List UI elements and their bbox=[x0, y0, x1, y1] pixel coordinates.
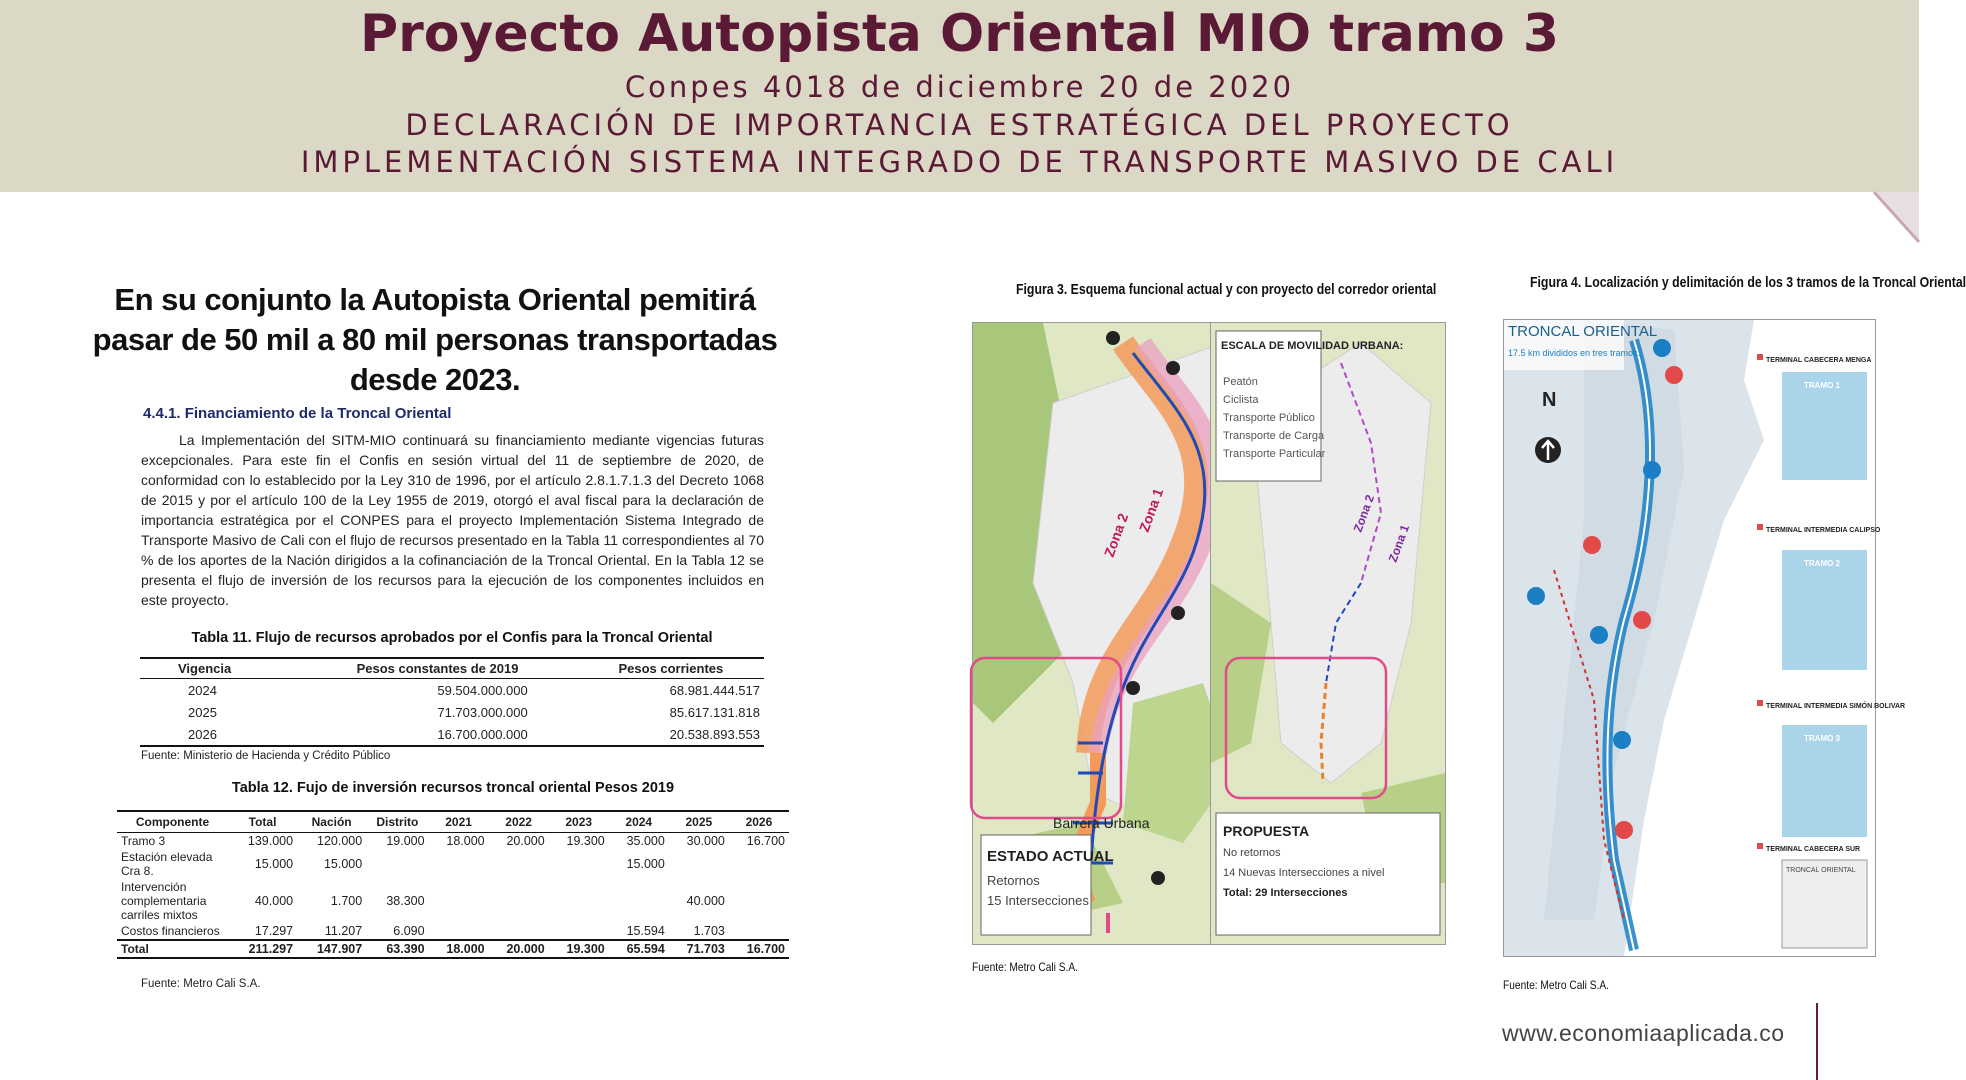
table-row bbox=[140, 723, 764, 746]
table-cell: Estación elevada Cra 8. bbox=[121, 850, 213, 878]
table-cell: 2024 bbox=[188, 682, 217, 698]
terminal-label: TERMINAL CABECERA SUR bbox=[1766, 846, 1861, 853]
table-cell bbox=[429, 923, 489, 940]
table-cell: 2026 bbox=[140, 723, 297, 746]
table11-header: Vigencia bbox=[140, 658, 297, 679]
left-zone2-label: Zona 2 bbox=[1100, 511, 1132, 560]
road-label: Barrera Urbana bbox=[1053, 815, 1150, 831]
figure4-map bbox=[1503, 319, 1906, 957]
table-cell bbox=[729, 879, 789, 923]
table-cell: 1.703 bbox=[693, 924, 725, 938]
map-subtitle: 17.5 km divididos en tres tramos. bbox=[1508, 348, 1641, 358]
right-legend-line: No retornos bbox=[1223, 847, 1281, 859]
table-row bbox=[140, 701, 764, 723]
table-cell bbox=[669, 849, 729, 879]
table-cell: 211.297 bbox=[228, 940, 297, 958]
figure4-caption: Figura 4. Localización y delimitación de los 3 tramos de la Troncal Oriental bbox=[1530, 274, 1966, 291]
map-title: TRONCAL ORIENTAL bbox=[1508, 323, 1658, 340]
table-cell: Total bbox=[117, 940, 228, 958]
figure3-caption: Figura 3. Esquema funcional actual y con proyecto del corredor oriental bbox=[1016, 281, 1437, 298]
table11-source: Fuente: Ministerio de Hacienda y Crédito Público bbox=[141, 750, 391, 762]
table-cell bbox=[429, 879, 489, 923]
table12-caption: Tabla 12. Fujo de inversión recursos troncal oriental Pesos 2019 bbox=[231, 780, 675, 796]
right-legend-line: 14 Nuevas Intersecciones a nivel bbox=[1223, 867, 1385, 879]
table12-header: Componente bbox=[117, 811, 228, 833]
table-cell: 63.390 bbox=[366, 940, 428, 958]
table12-header: Distrito bbox=[366, 811, 428, 833]
tramo-label: TRAMO 3 bbox=[1804, 734, 1840, 743]
table-cell: 11.207 bbox=[324, 924, 363, 938]
table11-header: Pesos corrientes bbox=[578, 658, 764, 679]
table12-header: 2024 bbox=[609, 811, 669, 833]
table-cell: 1.700 bbox=[330, 894, 363, 908]
table-row bbox=[117, 849, 789, 879]
table-cell: 85.617.131.818 bbox=[669, 704, 760, 720]
table-cell: 139.000 bbox=[247, 834, 294, 848]
scale-item: Transporte Público bbox=[1223, 412, 1315, 424]
scale-item: Peatón bbox=[1223, 376, 1258, 388]
financing-paragraph bbox=[141, 430, 764, 610]
table11-caption: Tabla 11. Flujo de recursos aprobados por el Confis para la Troncal Oriental bbox=[191, 630, 713, 646]
right-legend-title: PROPUESTA bbox=[1223, 823, 1310, 839]
table-cell: 16.700 bbox=[729, 940, 789, 958]
table-cell: 71.703 bbox=[669, 940, 729, 958]
table12-source: Fuente: Metro Cali S.A. bbox=[141, 978, 261, 990]
subtitle-implementacion: IMPLEMENTACIÓN SISTEMA INTEGRADO DE TRANSPORTE MASIVO DE CALI bbox=[300, 145, 1619, 179]
figure4-map-graphic bbox=[1504, 320, 1906, 956]
table12-header: 2025 bbox=[669, 811, 729, 833]
table-cell: 16.700.000.000 bbox=[297, 723, 577, 746]
scale-title: ESCALA DE MOVILIDAD URBANA: bbox=[1221, 340, 1404, 352]
table-cell bbox=[366, 849, 428, 879]
table-row bbox=[117, 879, 789, 923]
table12-header: Nación bbox=[297, 811, 366, 833]
scale-item: Transporte Particular bbox=[1223, 448, 1326, 460]
table-cell: Costos financieros bbox=[121, 924, 220, 938]
table-cell: 40.000 bbox=[686, 894, 725, 908]
north-label: N bbox=[1542, 389, 1557, 411]
terminal-label: TERMINAL CABECERA MENGA bbox=[1766, 357, 1872, 364]
table-cell: 15.594 bbox=[626, 924, 665, 938]
table-cell: 19.300 bbox=[549, 940, 609, 958]
table-cell: 2025 bbox=[188, 704, 217, 720]
scale-item: Ciclista bbox=[1223, 394, 1259, 406]
table-cell: 120.000 bbox=[317, 834, 363, 848]
table-row bbox=[117, 923, 789, 940]
figure3-right-map-graphic bbox=[1211, 323, 1445, 944]
paragraph-text: La Implementación del SITM-MIO continuará su financiamiento mediante vigencias futuras excepcionales. Para este fin el Confis en sesión virtual del 11 de septiembre de 2020, de conformidad con lo establecido por la Ley 310 de 1996, por el artículo 2.8.1.7.1.3 del Decreto 1068 de 2015 y por el artículo 100 de la Ley 1955 de 2019, otorgó el aval fiscal para la declaración de importancia estratégica por el CONPES para el proyecto Implementación Sistema Integrado de Transporte Masivo de Cali con el flujo de recursos presentado en la Tabla 11 correspondientes al 70 % de los aportes de la Nación dirigidos a la cofinanciación de la Troncal Oriental. En la Tabla 12 se presenta el flujo de inversión de los recursos para la ejecución de los componentes incluidos en este proyecto. bbox=[141, 432, 764, 608]
table-cell: 38.300 bbox=[386, 894, 425, 908]
left-zone1-label: Zona 1 bbox=[1135, 486, 1167, 535]
table-cell bbox=[729, 849, 789, 879]
table-cell: 30.000 bbox=[686, 834, 725, 848]
table-cell: 20.000 bbox=[506, 834, 545, 848]
right-legend-line: Total: 29 Intersecciones bbox=[1223, 887, 1348, 899]
figure3-map-right bbox=[1210, 322, 1446, 945]
table-cell bbox=[609, 879, 669, 923]
table-cell: 59.504.000.000 bbox=[437, 682, 528, 698]
table-cell: 15.000 bbox=[323, 857, 363, 871]
table-row bbox=[140, 679, 764, 702]
table-cell: 18.000 bbox=[429, 940, 489, 958]
table-cell bbox=[489, 923, 549, 940]
table12-header: 2021 bbox=[429, 811, 489, 833]
table12-header: 2022 bbox=[489, 811, 549, 833]
table-cell bbox=[429, 849, 489, 879]
table-cell bbox=[729, 923, 789, 940]
left-legend-line: 15 Intersecciones bbox=[987, 893, 1089, 908]
section-heading: 4.4.1. Financiamiento de la Troncal Oriental bbox=[143, 405, 452, 422]
table-cell: Tramo 3 bbox=[121, 834, 166, 848]
tramo2-box bbox=[1782, 550, 1867, 670]
table11 bbox=[140, 657, 764, 747]
table-cell bbox=[549, 879, 609, 923]
corner-decoration bbox=[1874, 192, 1919, 242]
table-cell: 15.000 bbox=[626, 857, 665, 871]
table-cell: 71.703.000.000 bbox=[437, 704, 528, 720]
tramo-label: TRAMO 1 bbox=[1804, 381, 1840, 390]
table-cell: 40.000 bbox=[254, 894, 294, 908]
map-legend-title: TRONCAL ORIENTAL bbox=[1786, 867, 1856, 874]
table12-header: 2023 bbox=[549, 811, 609, 833]
table-cell: 19.000 bbox=[386, 834, 425, 848]
table-cell: 68.981.444.517 bbox=[669, 682, 760, 698]
table-cell: 17.297 bbox=[254, 924, 294, 938]
table-cell bbox=[549, 849, 609, 879]
table-cell: 20.000 bbox=[489, 940, 549, 958]
table-cell: Intervención complementaria carriles mixtos bbox=[121, 880, 207, 922]
page-title: Proyecto Autopista Oriental MIO tramo 3 bbox=[359, 4, 1560, 64]
right-zone1-label: Zona 1 bbox=[1385, 522, 1413, 565]
table12 bbox=[117, 810, 789, 959]
table-cell: 65.594 bbox=[609, 940, 669, 958]
table-cell bbox=[489, 849, 549, 879]
table12-header: 2026 bbox=[729, 811, 789, 833]
left-legend-title: ESTADO ACTUAL bbox=[987, 848, 1114, 865]
tramo-label: TRAMO 2 bbox=[1804, 559, 1840, 568]
right-zone2-label: Zona 2 bbox=[1350, 492, 1378, 535]
footer-divider bbox=[1816, 1003, 1818, 1080]
figure3-source: Fuente: Metro Cali S.A. bbox=[972, 960, 1079, 974]
table-cell: 147.907 bbox=[297, 940, 366, 958]
table11-header: Pesos constantes de 2019 bbox=[297, 658, 577, 679]
terminal-label: TERMINAL INTERMEDIA CALIPSO bbox=[1766, 527, 1881, 534]
table-cell: 15.000 bbox=[254, 857, 294, 871]
scale-item: Transporte de Carga bbox=[1223, 430, 1325, 442]
table-row bbox=[117, 833, 789, 850]
table-cell: 19.300 bbox=[566, 834, 605, 848]
table-cell: 35.000 bbox=[626, 834, 665, 848]
table12-header: Total bbox=[228, 811, 297, 833]
table-cell bbox=[489, 879, 549, 923]
terminal-label: TERMINAL INTERMEDIA SIMÓN BOLIVAR bbox=[1766, 703, 1906, 710]
table-cell bbox=[549, 923, 609, 940]
subtitle-conpes: Conpes 4018 de diciembre 20 de 2020 bbox=[624, 70, 1295, 104]
lead-statement: En su conjunto la Autopista Oriental pemitirá pasar de 50 mil a 80 mil personas transportadas desde 2023. bbox=[92, 282, 778, 397]
table-cell: 20.538.893.553 bbox=[578, 723, 764, 746]
website-link[interactable]: www.economiaaplicada.co bbox=[1502, 1020, 1785, 1046]
left-legend-line: Retornos bbox=[987, 873, 1040, 888]
table-cell: 18.000 bbox=[446, 834, 485, 848]
subtitle-declaracion: DECLARACIÓN DE IMPORTANCIA ESTRATÉGICA DEL PROYECTO bbox=[405, 108, 1514, 142]
figure4-source: Fuente: Metro Cali S.A. bbox=[1503, 978, 1610, 992]
table-row bbox=[117, 940, 789, 958]
table-cell: 16.700 bbox=[746, 834, 785, 848]
table-cell: 6.090 bbox=[393, 924, 425, 938]
